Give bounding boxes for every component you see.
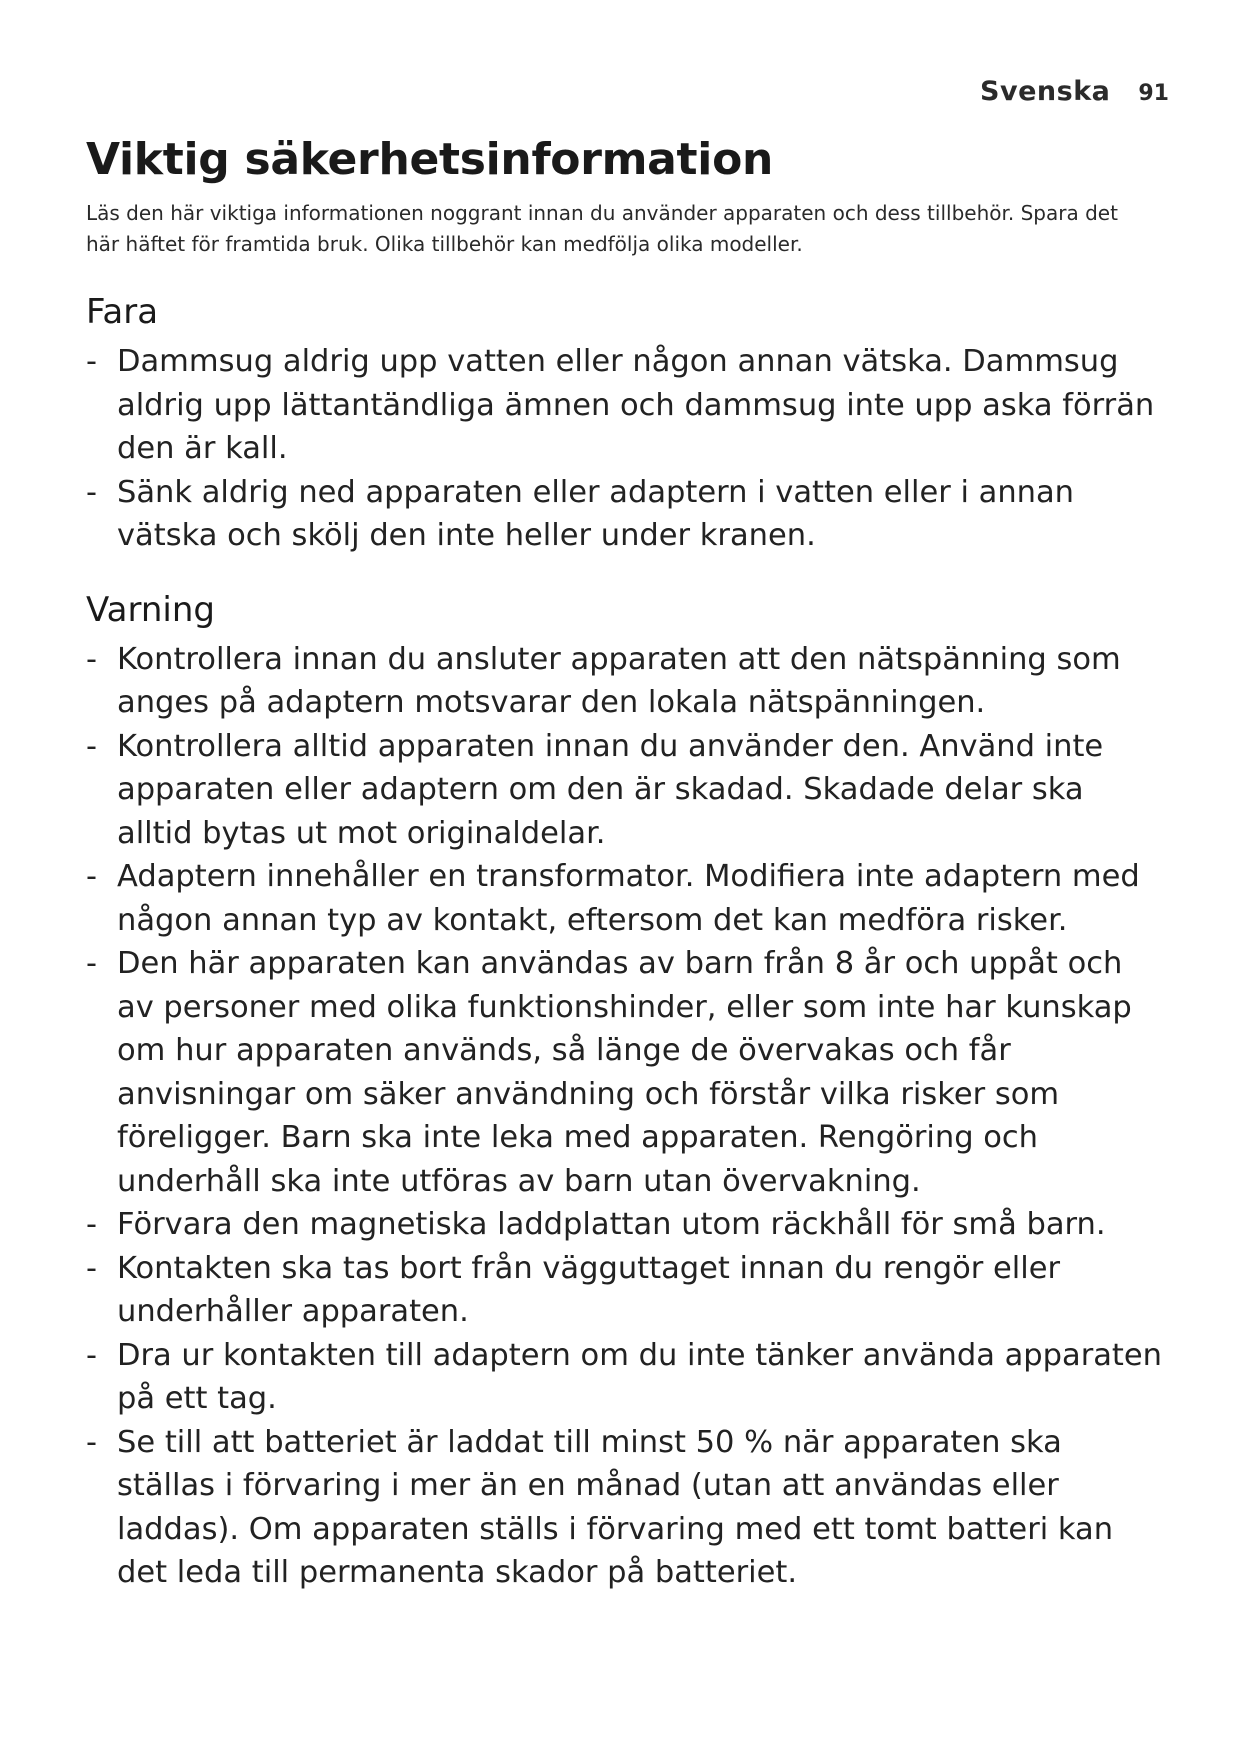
bullet-dash: -	[86, 1424, 98, 1460]
bullet-dash: -	[86, 641, 98, 677]
list-item-text: Kontrollera innan du ansluter apparaten att den nätspänning som anges på adaptern motsvarar den lokala nätspänningen.	[117, 641, 1121, 720]
list-item-text: Dammsug aldrig upp vatten eller någon annan vätska. Dammsug aldrig upp lättantändliga ämnen och dammsug inte upp aska förrän den är kall.	[117, 344, 1155, 466]
list-item-text: Kontrollera alltid apparaten innan du använder den. Använd inte apparaten eller adaptern om den är skadad. Skadade delar ska alltid bytas ut mot originaldelar.	[117, 728, 1104, 851]
list-item	[86, 638, 1166, 725]
list-item-text: Kontakten ska tas bort från vägguttaget innan du rengör eller underhåller apparaten.	[117, 1250, 1061, 1329]
section-fara	[86, 290, 1166, 558]
bullet-dash: -	[86, 474, 98, 510]
intro-paragraph: Läs den här viktiga informationen noggrant innan du använder apparaten och dess tillbehör. Spara det här häftet för framtida bruk. Olika tillbehör kan medfölja olika modeller.	[86, 201, 1118, 256]
list-item	[86, 471, 1166, 558]
page-number: 91	[1138, 81, 1169, 106]
list-item	[86, 1203, 1166, 1247]
section-heading-varning: Varning	[86, 589, 215, 630]
bullet-dash: -	[86, 1337, 98, 1373]
document-body	[86, 132, 1166, 1595]
bullet-dash: -	[86, 859, 98, 894]
list-item	[86, 1334, 1166, 1421]
list-item-text: Dra ur kontakten till adaptern om du inte tänker använda apparaten på ett tag.	[117, 1337, 1162, 1416]
varning-list	[86, 638, 1166, 1595]
language-label: Svenska	[980, 76, 1111, 107]
list-item-text: Adaptern innehåller en transformator. Modifiera inte adaptern med någon annan typ av kontakt, eftersom det kan medföra risker.	[117, 859, 1140, 938]
list-item	[86, 1421, 1166, 1595]
page-header	[980, 76, 1169, 107]
page-title: Viktig säkerhetsinformation	[86, 134, 774, 185]
list-item	[86, 340, 1166, 471]
list-item	[86, 942, 1166, 1203]
bullet-dash: -	[86, 946, 98, 981]
list-item-text: Sänk aldrig ned apparaten eller adaptern i vatten eller i annan vätska och skölj den inte heller under kranen.	[117, 474, 1074, 553]
section-varning	[86, 588, 1166, 1595]
list-item-text: Förvara den magnetiska laddplattan utom räckhåll för små barn.	[117, 1207, 1106, 1242]
list-item	[86, 725, 1166, 856]
list-item-text: Den här apparaten kan användas av barn från 8 år och uppåt och av personer med olika funktionshinder, eller som inte har kunskap om hur apparaten används, så länge de övervakas och får anvisningar om säker användning och förstår vilka risker som föreligger. Barn ska inte leka med apparaten. Rengöring och underhåll ska inte utföras av barn utan övervakning.	[117, 946, 1132, 1199]
section-heading-fara: Fara	[86, 292, 159, 332]
bullet-dash: -	[86, 1207, 98, 1242]
list-item	[86, 855, 1166, 942]
fara-list	[86, 340, 1166, 558]
bullet-dash: -	[86, 1250, 98, 1286]
list-item	[86, 1247, 1166, 1334]
list-item-text: Se till att batteriet är laddat till minst 50 % när apparaten ska ställas i förvaring i mer än en månad (utan att användas eller laddas). Om apparaten ställs i förvaring med ett tomt batteri kan det leda till permanenta skador på batteriet.	[117, 1424, 1114, 1590]
bullet-dash: -	[86, 344, 98, 379]
bullet-dash: -	[86, 728, 98, 764]
